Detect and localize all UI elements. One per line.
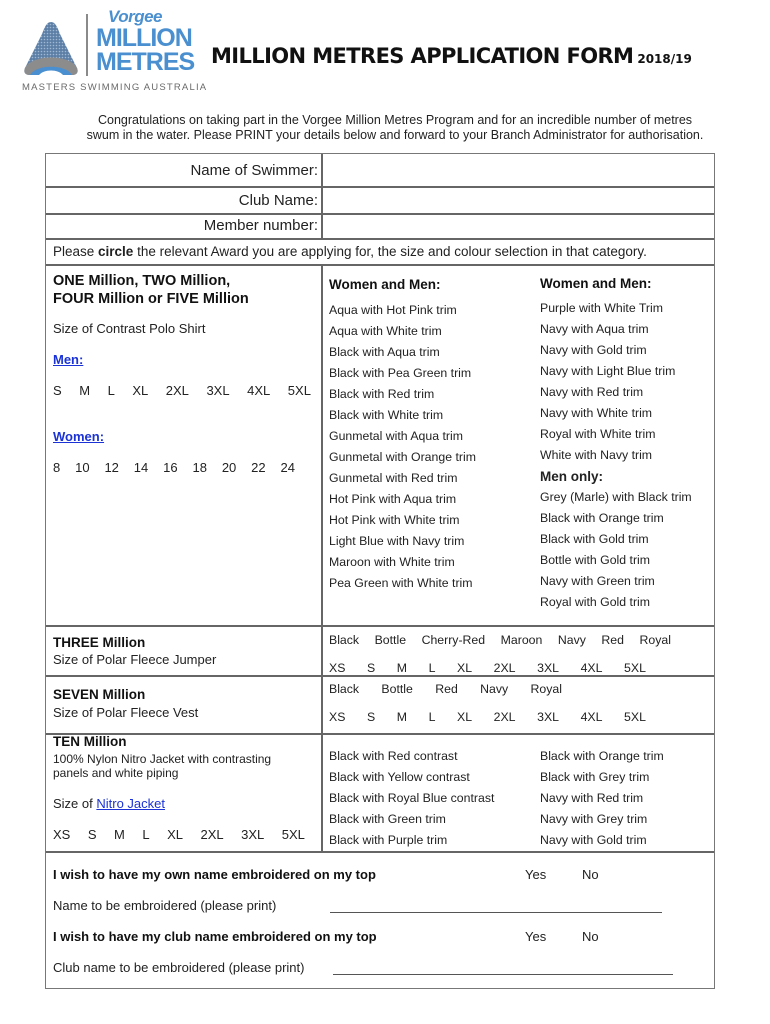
size-option[interactable]: 18 — [192, 460, 207, 475]
colour-option[interactable]: Royal with Gold trim — [540, 595, 651, 609]
colour-option[interactable]: Navy with Aqua trim — [540, 322, 649, 336]
swimmer-triangle-logo-icon — [22, 20, 80, 76]
title-text: MILLION METRES APPLICATION FORM — [211, 44, 634, 68]
three-million-heading: THREE Million — [53, 635, 146, 650]
size-option[interactable]: 2XL — [200, 827, 224, 842]
colour-option[interactable]: Grey (Marle) with Black trim — [540, 490, 692, 504]
page-title — [211, 44, 692, 68]
colour-option[interactable]: Bottle — [381, 682, 413, 696]
club-name-embroidery-input[interactable] — [333, 956, 673, 974]
size-option[interactable]: XL — [457, 710, 473, 724]
colour-option[interactable]: Black with Pea Green trim — [329, 366, 472, 380]
colour-option[interactable]: Black — [329, 682, 360, 696]
logo-line1: MILLION — [96, 24, 192, 52]
title-year: 2018/19 — [637, 52, 692, 66]
size-option[interactable]: 14 — [133, 460, 149, 475]
colour-option[interactable]: Gunmetal with Orange trim — [329, 450, 476, 464]
colour-option[interactable]: Bottle — [374, 633, 407, 647]
size-option[interactable]: S — [53, 383, 62, 398]
size-option[interactable]: 5XL — [281, 827, 305, 842]
three-million-colours — [329, 633, 671, 647]
colour-option[interactable]: Pea Green with White trim — [329, 576, 473, 590]
club-name-yes-option[interactable]: Yes — [525, 929, 547, 944]
size-option[interactable]: 3XL — [537, 710, 559, 724]
size-option[interactable]: 8 — [53, 460, 61, 475]
colour-option[interactable]: Royal — [530, 682, 562, 696]
men-sizes-heading: Men: — [53, 352, 84, 367]
colour-option[interactable]: Navy with Red trim — [540, 791, 644, 805]
size-option[interactable]: XS — [53, 827, 71, 842]
size-option[interactable]: S — [366, 661, 376, 675]
divider — [321, 154, 323, 238]
size-option[interactable]: 3XL — [537, 661, 559, 675]
colour-option[interactable]: Navy — [480, 682, 509, 696]
divider — [46, 675, 714, 677]
size-option[interactable]: M — [114, 827, 125, 842]
colour-option[interactable]: Black with Red contrast — [329, 749, 458, 763]
own-name-no-option[interactable]: No — [582, 867, 599, 882]
application-form — [45, 153, 715, 989]
colour-option[interactable]: Royal with White trim — [540, 427, 656, 441]
size-option[interactable]: XS — [329, 661, 346, 675]
nitro-jacket-link[interactable]: Nitro Jacket — [96, 796, 165, 811]
seven-million-heading: SEVEN Million — [53, 687, 146, 702]
size-option[interactable]: 4XL — [580, 710, 603, 724]
colour-option[interactable]: Black with Aqua trim — [329, 345, 440, 359]
size-option[interactable]: L — [428, 710, 436, 724]
colour-option[interactable]: Red — [435, 682, 458, 696]
vorgee-million-metres-wordmark — [96, 8, 200, 74]
women-sizes-heading: Women: — [53, 429, 105, 444]
seven-million-colours — [329, 682, 562, 696]
colour-option[interactable]: Black with Gold trim — [540, 532, 649, 546]
logo-org: MASTERS SWIMMING AUSTRALIA — [22, 82, 208, 93]
colour-option[interactable]: Black with White trim — [329, 408, 444, 422]
ten-million-col1-colours — [329, 746, 494, 851]
size-option[interactable]: 5XL — [624, 710, 646, 724]
divider — [46, 238, 714, 240]
colour-option[interactable]: Hot Pink with Aqua trim — [329, 492, 457, 506]
size-option[interactable]: M — [396, 661, 408, 675]
colour-option[interactable]: Royal — [639, 633, 671, 647]
size-option[interactable]: 22 — [251, 460, 266, 475]
ten-million-size-label: Size of Nitro Jacket — [53, 796, 165, 811]
colour-option[interactable]: Navy with Gold trim — [540, 343, 647, 357]
colour-option[interactable]: Hot Pink with White trim — [329, 513, 460, 527]
size-option[interactable]: XL — [457, 661, 473, 675]
own-name-field-label: Name to be embroidered (please print) — [53, 898, 277, 913]
size-option[interactable]: L — [142, 827, 150, 842]
colour-option[interactable]: Bottle with Gold trim — [540, 553, 651, 567]
colour-option[interactable]: Red — [601, 633, 624, 647]
size-option[interactable]: 12 — [104, 460, 119, 475]
colour-option[interactable]: Maroon with White trim — [329, 555, 455, 569]
colour-option[interactable]: Navy with Red trim — [540, 385, 644, 399]
size-option[interactable]: XL — [132, 383, 149, 398]
size-option[interactable]: 16 — [163, 460, 178, 475]
size-option[interactable]: XL — [167, 827, 183, 842]
divider — [46, 264, 714, 266]
ten-million-description: 100% Nylon Nitro Jacket with contrasting panels and white piping — [53, 752, 272, 780]
colour-option[interactable]: Purple with White Trim — [540, 301, 663, 315]
club-name-input[interactable] — [326, 188, 711, 211]
colour-option[interactable]: Navy with Grey trim — [540, 812, 648, 826]
name-of-swimmer-input[interactable] — [326, 156, 711, 184]
polo-col1-heading: Women and Men: — [329, 277, 441, 292]
polo-col1-colours — [329, 300, 476, 594]
own-name-yes-option[interactable]: Yes — [525, 867, 547, 882]
club-name-label: Club Name: — [238, 192, 318, 209]
size-option[interactable]: 3XL — [241, 827, 265, 842]
seven-million-sizes — [329, 710, 646, 724]
own-name-underline — [330, 912, 662, 913]
polo-col2-colours — [540, 298, 692, 613]
own-name-embroidery-question: I wish to have my own name embroidered on my top — [53, 867, 376, 882]
colour-option[interactable]: Black with Orange trim — [540, 749, 664, 763]
divider — [46, 625, 714, 627]
club-name-underline — [333, 974, 673, 975]
intro-line-1: Congratulations on taking part in the Vorgee Million Metres Program and for an incredible number of metres — [97, 113, 693, 127]
club-name-no-option[interactable]: No — [582, 929, 599, 944]
ten-million-sizes — [53, 827, 305, 842]
seven-million-subtitle: Size of Polar Fleece Vest — [53, 705, 199, 720]
club-name-field-label: Club name to be embroidered (please print) — [53, 960, 305, 975]
divider — [46, 733, 714, 735]
ten-million-col2-colours — [540, 746, 664, 851]
colour-option[interactable]: Black with Purple trim — [329, 833, 448, 847]
colour-option[interactable]: Navy — [557, 633, 586, 647]
colour-option[interactable]: Navy with Green trim — [540, 574, 655, 588]
colour-option[interactable]: Black — [329, 633, 360, 647]
polo-subtitle: Size of Contrast Polo Shirt — [53, 321, 206, 336]
instruction-text: Please circle the relevant Award you are applying for, the size and colour selection in that category. — [53, 244, 647, 259]
member-number-input[interactable] — [326, 215, 711, 236]
ten-million-heading: TEN Million — [53, 734, 127, 749]
colour-option[interactable]: Navy with Light Blue trim — [540, 364, 676, 378]
colour-option[interactable]: Black with Yellow contrast — [329, 770, 470, 784]
polo-award-heading: ONE Million, TWO Million, FOUR Million or FIVE Million — [53, 273, 249, 307]
logo-divider — [86, 14, 88, 76]
size-option[interactable]: 10 — [75, 460, 90, 475]
size-option[interactable]: 2XL — [165, 383, 189, 398]
colour-option[interactable]: Gunmetal with Aqua trim — [329, 429, 463, 443]
colour-option[interactable]: Maroon — [500, 633, 543, 647]
colour-option[interactable]: Black with Orange trim — [540, 511, 664, 525]
size-option[interactable]: 2XL — [493, 661, 516, 675]
divider — [46, 851, 714, 853]
size-option[interactable]: 20 — [221, 460, 237, 475]
size-option[interactable]: 2XL — [493, 710, 516, 724]
size-option[interactable]: M — [396, 710, 408, 724]
men-only-heading: Men only: — [540, 469, 603, 484]
member-number-label: Member number: — [203, 217, 318, 234]
women-sizes — [53, 460, 295, 475]
divider — [321, 264, 323, 851]
logo-brand: Vorgee — [108, 7, 163, 26]
name-of-swimmer-label: Name of Swimmer: — [190, 162, 318, 179]
colour-option[interactable]: Cherry-Red — [421, 633, 486, 647]
colour-option[interactable]: Navy with Gold trim — [540, 833, 647, 847]
three-million-subtitle: Size of Polar Fleece Jumper — [53, 652, 217, 667]
intro-text — [60, 113, 730, 143]
own-name-embroidery-input[interactable] — [330, 894, 662, 912]
size-option[interactable]: L — [107, 383, 115, 398]
size-option[interactable]: 5XL — [287, 383, 311, 398]
colour-option[interactable]: Light Blue with Navy trim — [329, 534, 465, 548]
men-sizes — [53, 383, 311, 398]
colour-option[interactable]: Black with Royal Blue contrast — [329, 791, 495, 805]
colour-option[interactable]: Black with Red trim — [329, 387, 435, 401]
colour-option[interactable]: Gunmetal with Red trim — [329, 471, 458, 485]
colour-option[interactable]: Aqua with White trim — [329, 324, 442, 338]
three-million-sizes — [329, 661, 646, 675]
size-option[interactable]: 4XL — [247, 383, 271, 398]
colour-option[interactable]: Black with Grey trim — [540, 770, 650, 784]
size-option[interactable]: 5XL — [624, 661, 646, 675]
colour-option[interactable]: Black with Green trim — [329, 812, 446, 826]
logo-line2: METRES — [96, 48, 195, 76]
colour-option[interactable]: Aqua with Hot Pink trim — [329, 303, 457, 317]
colour-option[interactable]: Navy with White trim — [540, 406, 653, 420]
size-option[interactable]: S — [366, 710, 376, 724]
size-option[interactable]: M — [79, 383, 91, 398]
size-option[interactable]: L — [428, 661, 436, 675]
club-name-embroidery-question: I wish to have my club name embroidered on my top — [53, 929, 377, 944]
intro-line-2: swum in the water. Please PRINT your details below and forward to your Branch Administrator for authorisation. — [86, 128, 704, 142]
size-option[interactable]: S — [87, 827, 97, 842]
size-option[interactable]: XS — [329, 710, 346, 724]
size-option[interactable]: 4XL — [580, 661, 603, 675]
size-option[interactable]: 3XL — [206, 383, 230, 398]
polo-col2-heading: Women and Men: — [540, 276, 652, 291]
size-option[interactable]: 24 — [280, 460, 295, 475]
colour-option[interactable]: White with Navy trim — [540, 448, 653, 462]
